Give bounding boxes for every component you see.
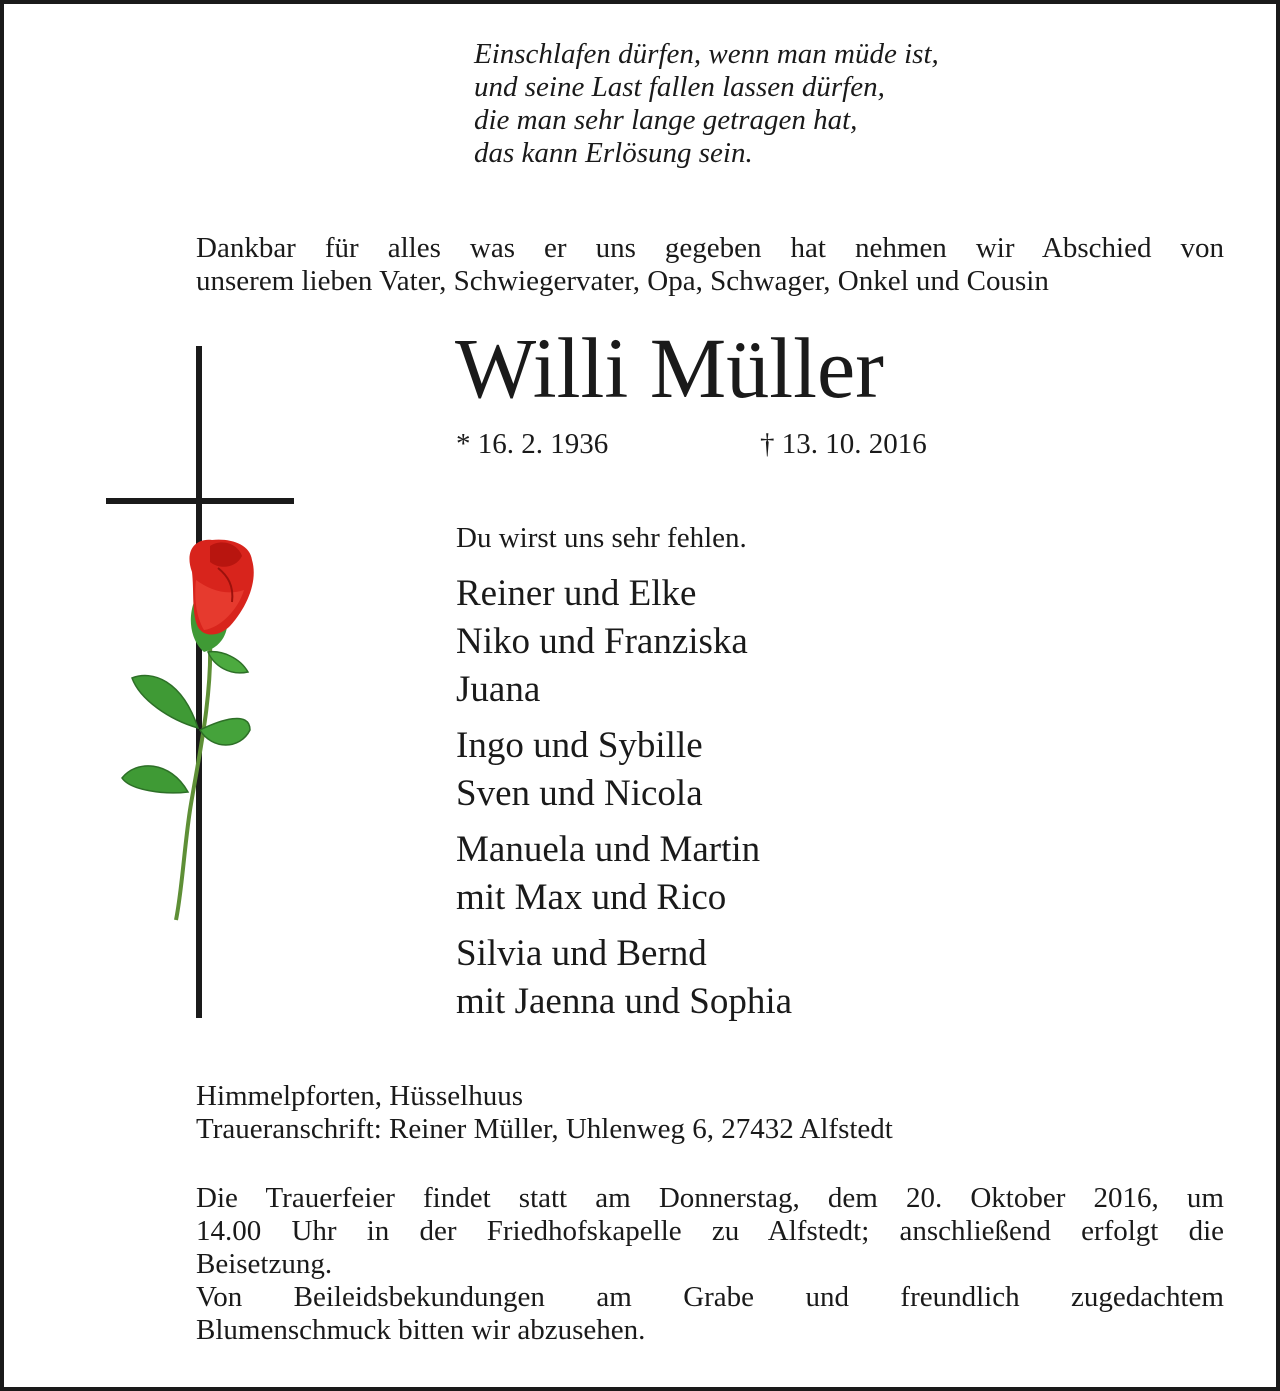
mourner-line: Silvia und Bernd	[456, 933, 707, 974]
family-group	[456, 930, 792, 1026]
mourning-address: Traueranschrift: Reiner Müller, Uhlenweg 6, 27432 Alfstedt	[196, 1113, 893, 1145]
notice-line: Blumenschmuck bitten wir abzusehen.	[196, 1314, 646, 1346]
mourner-line: Reiner und Elke	[456, 573, 697, 614]
deceased-name: Willi Müller	[455, 320, 884, 416]
cross-with-rose-icon	[100, 340, 300, 1030]
poem-line: und seine Last fallen lassen dürfen,	[474, 71, 885, 103]
mourner-line: mit Jaenna und Sophia	[456, 981, 793, 1022]
birth-date: * 16. 2. 1936	[456, 428, 609, 460]
poem-line: Einschlafen dürfen, wenn man müde ist,	[474, 38, 939, 70]
cross-vertical-beam	[196, 346, 202, 1018]
place-line: Himmelpforten, Hüsselhuus	[196, 1080, 524, 1112]
funeral-notice	[196, 1182, 1224, 1347]
cross-horizontal-beam	[106, 498, 294, 504]
mourner-line: Sven und Nicola	[456, 773, 703, 814]
mourner-line: Manuela und Martin	[456, 829, 761, 870]
rose-stem	[176, 640, 210, 920]
death-date: † 13. 10. 2016	[760, 428, 927, 460]
mourner-line: Ingo und Sybille	[456, 725, 703, 766]
mourner-line: Niko und Franziska	[456, 621, 748, 662]
leaf-icon	[122, 652, 250, 793]
missing-phrase: Du wirst uns sehr fehlen.	[456, 522, 747, 554]
intro-text	[196, 232, 1224, 298]
family-group	[456, 826, 792, 922]
mourners-list	[456, 570, 792, 1034]
mourner-line: Juana	[456, 669, 541, 710]
intro-line: Dankbar für alles was er uns gegeben hat nehmen wir Abschied von	[196, 232, 1224, 264]
rose-icon	[189, 540, 253, 652]
family-group	[456, 722, 792, 818]
notice-line: Beisetzung.	[196, 1248, 333, 1280]
notice-line: Die Trauerfeier findet statt am Donnerstag, dem 20. Oktober 2016, um	[196, 1182, 1224, 1214]
family-group	[456, 570, 792, 714]
notice-line: Von Beileidsbekundungen am Grabe und freundlich zugedachtem	[196, 1281, 1224, 1313]
poem	[474, 38, 1114, 170]
notice-line: 14.00 Uhr in der Friedhofskapelle zu Alfstedt; anschließend erfolgt die	[196, 1215, 1224, 1247]
poem-line: die man sehr lange getragen hat,	[474, 104, 858, 136]
mourner-line: mit Max und Rico	[456, 877, 727, 918]
poem-line: das kann Erlösung sein.	[474, 137, 753, 169]
intro-line: unserem lieben Vater, Schwiegervater, Opa, Schwager, Onkel und Cousin	[196, 265, 1049, 297]
